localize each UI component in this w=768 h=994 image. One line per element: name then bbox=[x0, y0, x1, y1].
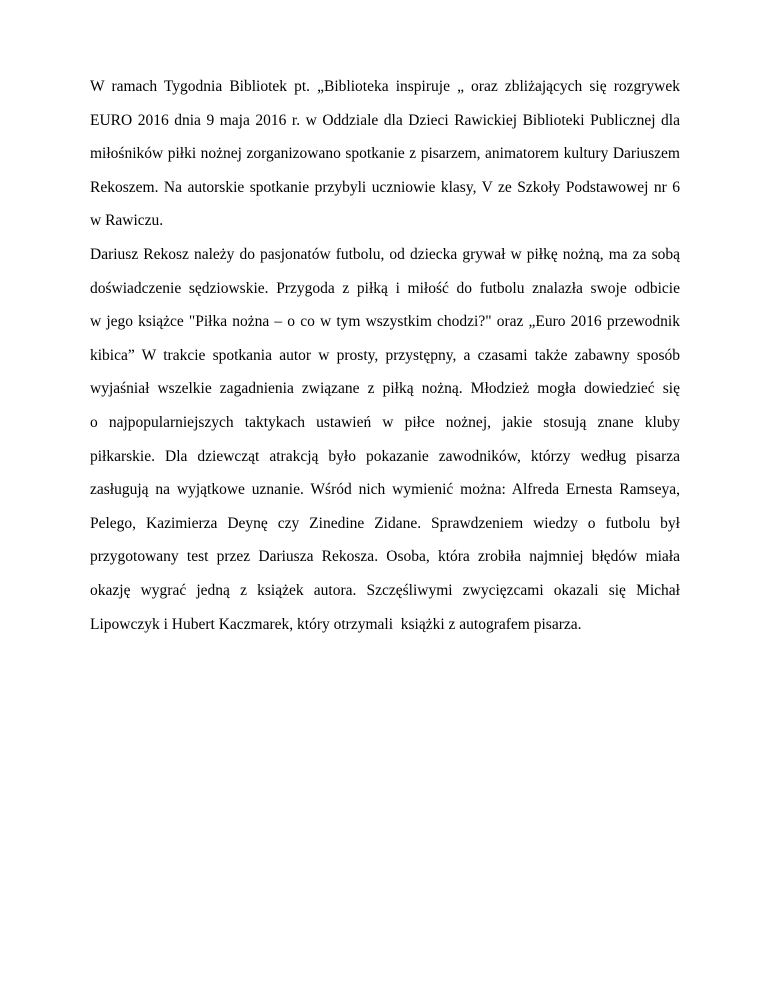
text-line: o najpopularniejszych taktykach ustawień w piłce nożnej, jakie stosują znane kluby bbox=[90, 413, 680, 431]
text-line: piłkarskie. Dla dziewcząt atrakcją było pokazanie zawodników, którzy według pisarza bbox=[90, 447, 680, 465]
text-line: zasługują na wyjątkowe uznanie. Wśród nich wymienić można: Alfreda Ernesta Ramseya, bbox=[90, 481, 680, 499]
text-line: przygotowany test przez Dariusza Rekosza. Osoba, która zrobiła najmniej błędów miała bbox=[90, 548, 680, 566]
article-text bbox=[90, 77, 680, 648]
text-line: miłośników piłki nożnej zorganizowano spotkanie z pisarzem, animatorem kultury Dariuszem bbox=[90, 145, 680, 163]
text-line: wyjaśniał wszelkie zagadnienia związane z piłką nożną. Młodzież mogła dowiedzieć się bbox=[90, 380, 680, 398]
text-line: kibica” W trakcie spotkania autor w prosty, przystępny, a czasami także zabawny sposób bbox=[90, 346, 680, 364]
text-line: Lipowczyk i Hubert Kaczmarek, który otrzymali książki z autografem pisarza. bbox=[90, 615, 582, 633]
text-line: EURO 2016 dnia 9 maja 2016 r. w Oddziale dla Dzieci Rawickiej Biblioteki Publicznej dla bbox=[90, 111, 680, 129]
text-line: w Rawiczu. bbox=[90, 212, 164, 230]
text-line: Dariusz Rekosz należy do pasjonatów futbolu, od dziecka grywał w piłkę nożną, ma za sobą bbox=[90, 245, 680, 263]
text-line: W ramach Tygodnia Bibliotek pt. „Biblioteka inspiruje „ oraz zbliżających się rozgrywek bbox=[90, 78, 680, 95]
text-line: Rekoszem. Na autorskie spotkanie przybyli uczniowie klasy, V ze Szkoły Podstawowej nr 6 bbox=[90, 178, 680, 196]
text-line: doświadczenie sędziowskie. Przygoda z piłką i miłość do futbolu znalazła swoje odbicie bbox=[90, 279, 680, 297]
text-line: okazję wygrać jedną z książek autora. Szczęśliwymi zwycięzcami okazali się Michał bbox=[90, 581, 680, 599]
text-line: w jego książce "Piłka nożna – o co w tym wszystkim chodzi?" oraz „Euro 2016 przewodnik bbox=[90, 313, 680, 331]
text-line: Pelego, Kazimierza Deynę czy Zinedine Zidane. Sprawdzeniem wiedzy o futbolu był bbox=[90, 514, 680, 532]
